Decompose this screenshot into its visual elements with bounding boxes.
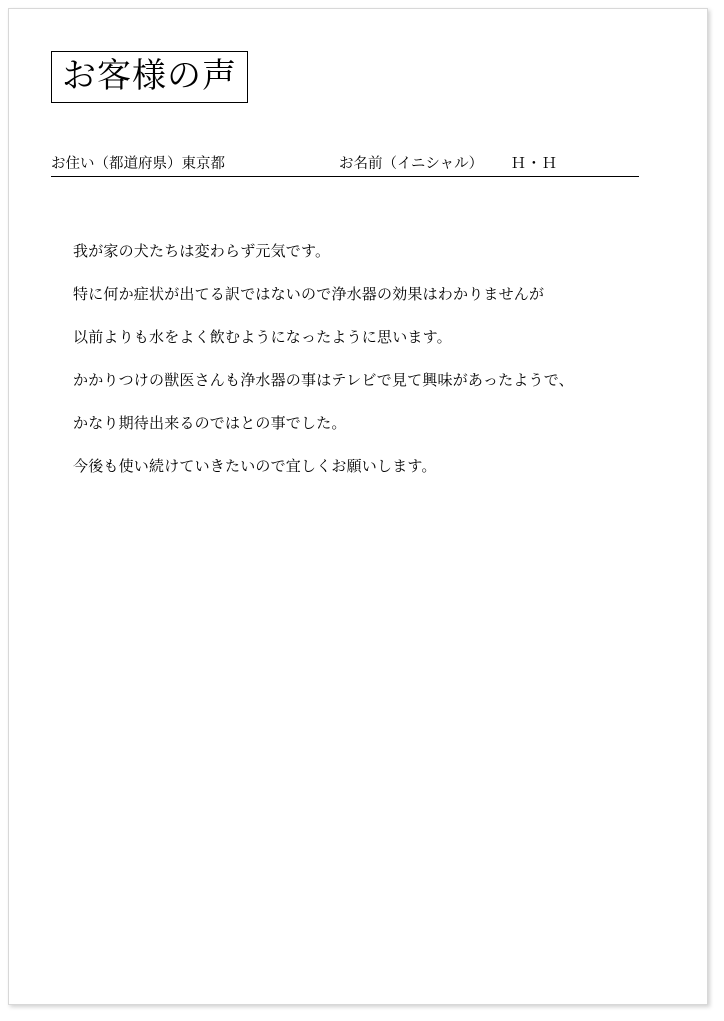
- address-field: [51, 152, 225, 173]
- document-page: [8, 8, 708, 1005]
- name-value: Ｈ・Ｈ: [511, 156, 558, 172]
- name-field: [339, 152, 558, 173]
- name-label: お名前（イニシャル）: [339, 156, 484, 172]
- body-line: かかりつけの獣医さんも浄水器の事はテレビで見て興味があったようで、: [73, 373, 574, 389]
- document-meta-row: [51, 149, 639, 177]
- body-line: 今後も使い続けていきたいので宜しくお願いします。: [73, 459, 437, 475]
- address-value: 東京都: [181, 156, 225, 172]
- document-body: [73, 231, 653, 489]
- body-line: 我が家の犬たちは変わらず元気です。: [73, 244, 331, 260]
- body-line: 特に何か症状が出てる訳ではないので浄水器の効果はわかりませんが: [73, 287, 545, 303]
- document-title-box: [51, 51, 248, 103]
- page-title: お客様の声: [62, 56, 237, 96]
- address-label: お住い（都道府県）: [51, 156, 182, 172]
- body-line: かなり期待出来るのではとの事でした。: [73, 416, 347, 432]
- body-line: 以前よりも水をよく飲むようになったように思います。: [73, 330, 452, 346]
